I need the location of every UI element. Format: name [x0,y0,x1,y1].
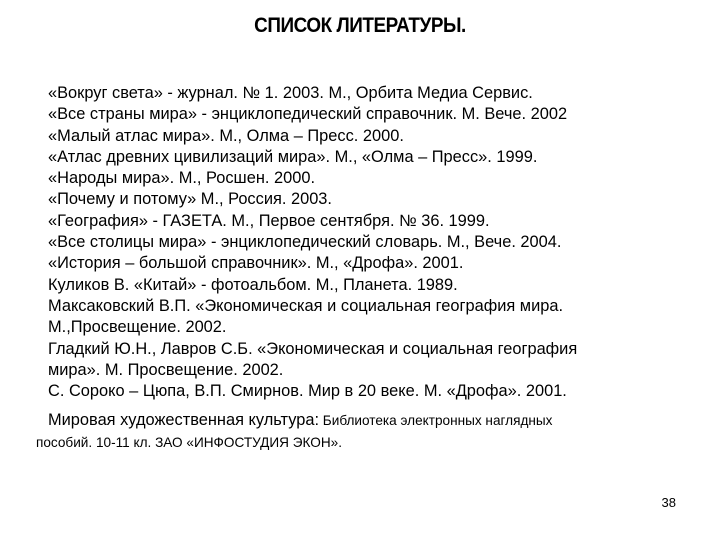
bibliography-entry-5 [48,168,698,189]
bibliography-entry-2 [48,104,698,125]
entry-first-line [36,409,706,432]
entry-text: «Народы мира». М., Росшен. 2000. [48,169,315,188]
bibliography-entry-6 [48,189,698,210]
entry-lead-text: Мировая художественная культура: [48,411,320,429]
entry-text: «Почему и потому» М., Россия. 2003. [48,190,332,209]
entry-text-continuation: М.,Просвещение. 2002. [48,318,227,337]
entry-text: «Атлас древних цивилизаций мира». М., «Олма – Пресс». 1999. [48,147,538,166]
entry-text: С. Сороко – Цюпа, В.П. Смирнов. Мир в 20 веке. М. «Дрофа». 2001. [48,382,567,401]
entry-text-continuation: пособий. 10-11 кл. ЗАО «ИНФОСТУДИЯ ЭКОН». [36,435,342,450]
bibliography-entry-7 [48,211,698,232]
page-number: 38 [661,495,676,510]
bibliography-entry-8 [48,232,698,253]
page-title: СПИСОК ЛИТЕРАТУРЫ. [254,14,466,37]
bibliography-entry-12 [48,339,698,382]
entry-text-continuation: мира». М. Просвещение. 2002. [48,360,284,379]
bibliography-list [48,83,698,402]
entry-text: «Все столицы мира» - энциклопедический словарь. М., Вече. 2004. [48,233,562,252]
entry-text: Куликов В. «Китай» - фотоальбом. М., Планета. 1989. [48,275,458,294]
entry-text: Гладкий Ю.Н., Лавров С.Б. «Экономическая и социальная география [48,339,578,358]
entry-text: «Малый атлас мира». М., Олма – Пресс. 2000. [48,126,404,145]
bibliography-entry-13 [48,381,698,402]
entry-text: «История – большой справочник». М., «Дрофа». 2001. [48,254,464,273]
entry-rest-text: Библиотека электронных наглядных [319,413,553,428]
entry-text: «География» - ГАЗЕТА. М., Первое сентября. № 36. 1999. [48,211,490,230]
entry-text: «Все страны мира» - энциклопедический справочник. М. Вече. 2002 [48,105,568,124]
bibliography-entry-14 [36,409,706,454]
entry-text: «Вокруг света» - журнал. № 1. 2003. М., Орбита Медиа Сервис. [48,84,533,102]
entry-text: Максаковский В.П. «Экономическая и социальная география мира. [48,296,564,315]
bibliography-entry-9 [48,253,698,274]
bibliography-entry-1 [48,83,698,104]
bibliography-entry-4 [48,147,698,168]
bibliography-entry-11 [48,296,698,339]
bibliography-entry-3 [48,126,698,147]
bibliography-entry-10 [48,275,698,296]
